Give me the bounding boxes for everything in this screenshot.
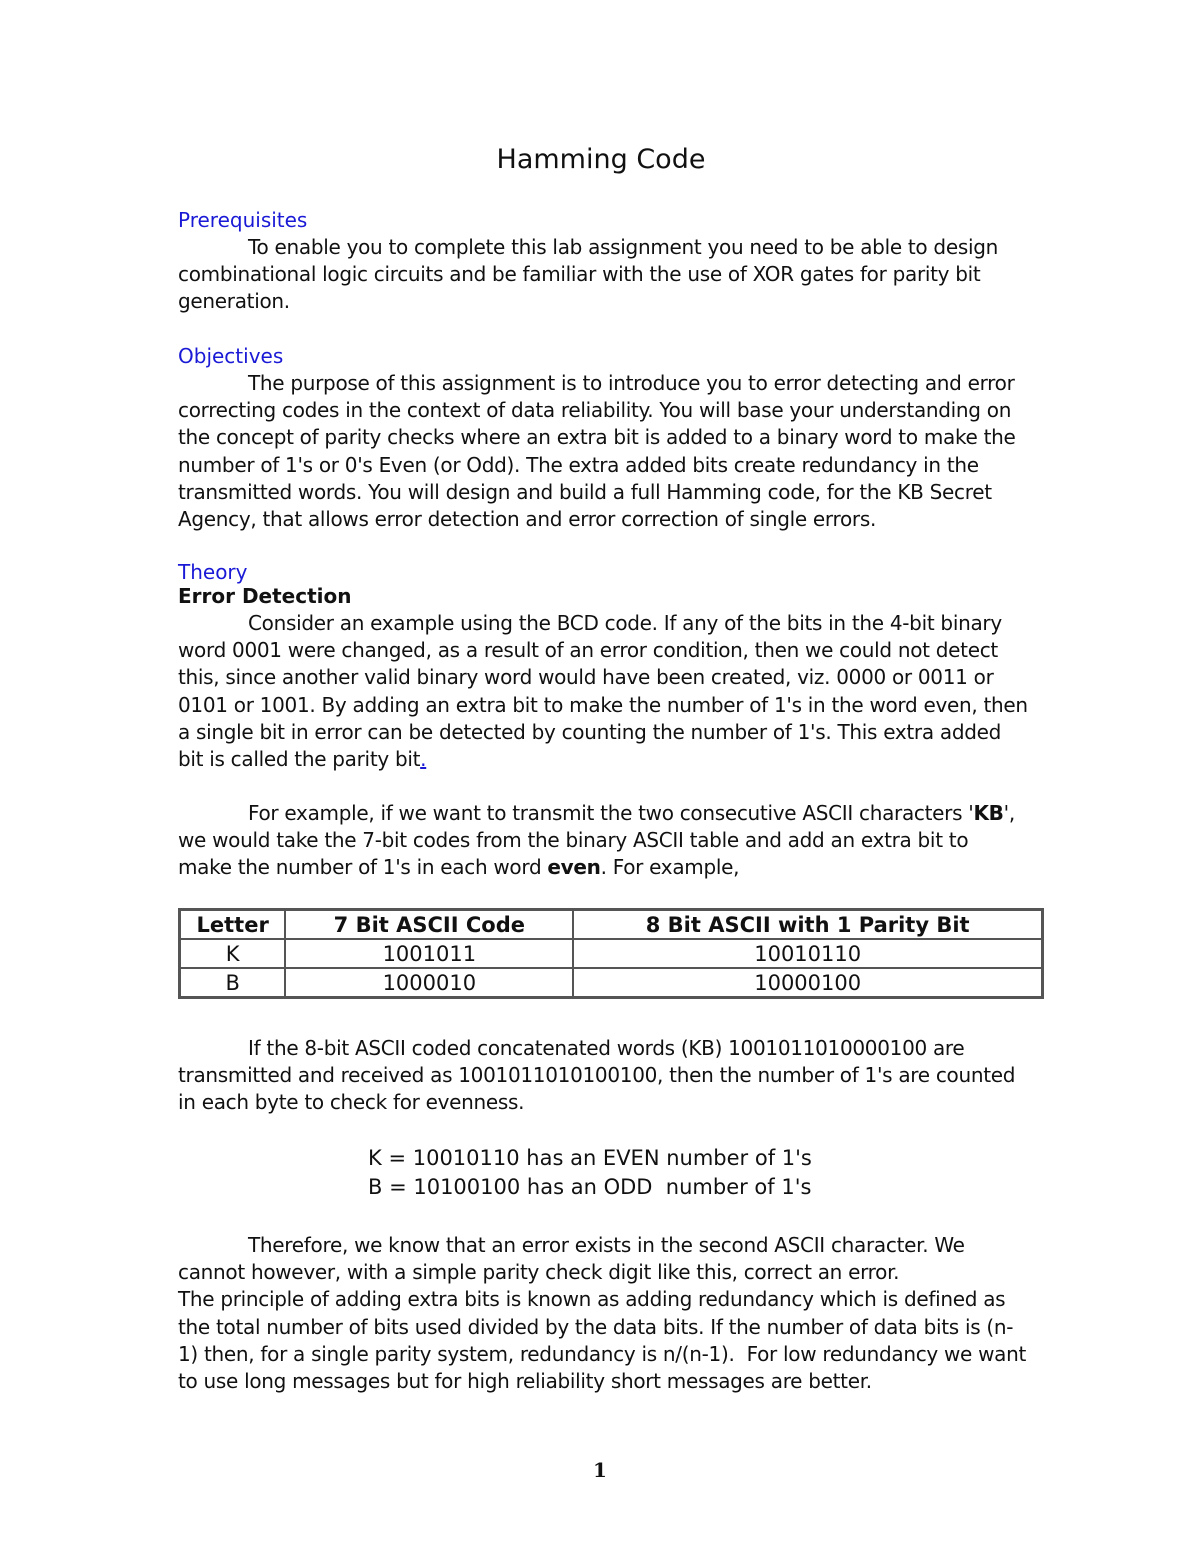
after-table-text: If the 8-bit ASCII coded concatenated words (KB) 1001011010000100 are transmitted and received as 1001011010100100, then the number of 1's are counted in each byte to check for evenness. xyxy=(178,1036,1016,1115)
prerequisites-paragraph xyxy=(178,234,1028,316)
parity-bit-link[interactable]: . xyxy=(420,747,427,772)
prerequisites-heading: Prerequisites xyxy=(178,208,308,232)
redundancy-text: The principle of adding extra bits is known as adding redundancy which is defined as the total number of bits used divided by the data bits. If the number of data bits is (n-1) then, for a single parity system, redundancy is n/(n-1). For low redundancy we want to use long messages but for high reliability short messages are better. xyxy=(178,1287,1033,1394)
even-bold: even xyxy=(547,855,601,880)
theory-text-1-body: Consider an example using the BCD code. If any of the bits in the 4-bit binary word 0001 were changed, as a result of an error condition, then we could not detect this, since another valid binary word would have been created, viz. 0000 or 0011 or 0101 or 1001. By adding an extra bit to make the number of 1's in the word even, then a single bit in error can be detected by counting the number of 1's. This extra added bit is called the parity bit xyxy=(178,611,1028,772)
parity-result-b: B = 10100100 has an ODD number of 1's xyxy=(368,1175,812,1199)
page-number: 1 xyxy=(593,1458,607,1482)
theory-paragraph-1 xyxy=(178,610,1028,773)
theory-text-2a: For example, if we want to transmit the two consecutive ASCII characters ' xyxy=(248,801,974,825)
conclusion-text: Therefore, we know that an error exists in the second ASCII character. We cannot however, with a simple parity check digit like this, correct an error. xyxy=(178,1233,965,1285)
table-cell: K xyxy=(180,939,286,968)
kb-bold: KB xyxy=(973,801,1004,825)
conclusion-paragraph xyxy=(178,1232,1033,1395)
theory-text-2b: ', we would take the 7-bit codes from the binary ASCII table and add an extra bit to make the number of 1's in each word xyxy=(178,801,1015,880)
table-header-row xyxy=(180,910,1043,940)
table-header-letter: Letter xyxy=(180,910,286,940)
table-cell: 1000010 xyxy=(285,968,573,998)
theory-heading: Theory xyxy=(178,560,248,584)
theory-paragraph-2 xyxy=(178,800,1028,882)
table-header-7bit: 7 Bit ASCII Code xyxy=(285,910,573,940)
objectives-text: The purpose of this assignment is to introduce you to error detecting and error correcting codes in the context of data reliability. You will base your understanding on the concept of parity checks where an extra bit is added to a binary word to make the number of 1's or 0's Even (or Odd). The extra added bits create redundancy in the transmitted words. You will design and build a full Hamming code, for the KB Secret Agency, that allows error detection and error correction of single errors. xyxy=(178,371,1016,532)
error-detection-subheading: Error Detection xyxy=(178,584,352,608)
objectives-paragraph xyxy=(178,370,1028,533)
table-header-8bit: 8 Bit ASCII with 1 Parity Bit xyxy=(573,910,1042,940)
parity-check-results xyxy=(368,1144,812,1202)
ascii-parity-table xyxy=(178,908,1044,999)
table-cell: 1001011 xyxy=(285,939,573,968)
document-title: Hamming Code xyxy=(496,144,706,175)
theory-text-2 xyxy=(178,800,1028,882)
theory-text-1 xyxy=(178,610,1028,773)
parity-result-k: K = 10010110 has an EVEN number of 1's xyxy=(368,1146,812,1170)
table-cell: 10010110 xyxy=(573,939,1042,968)
table-cell: B xyxy=(180,968,286,998)
table-cell: 10000100 xyxy=(573,968,1042,998)
theory-text-2c: . For example, xyxy=(600,855,740,880)
table-row xyxy=(180,968,1043,998)
table-row xyxy=(180,939,1043,968)
after-table-paragraph xyxy=(178,1035,1028,1117)
objectives-heading: Objectives xyxy=(178,344,284,368)
prerequisites-text: To enable you to complete this lab assignment you need to be able to design combinational logic circuits and be familiar with the use of XOR gates for parity bit generation. xyxy=(178,235,998,314)
